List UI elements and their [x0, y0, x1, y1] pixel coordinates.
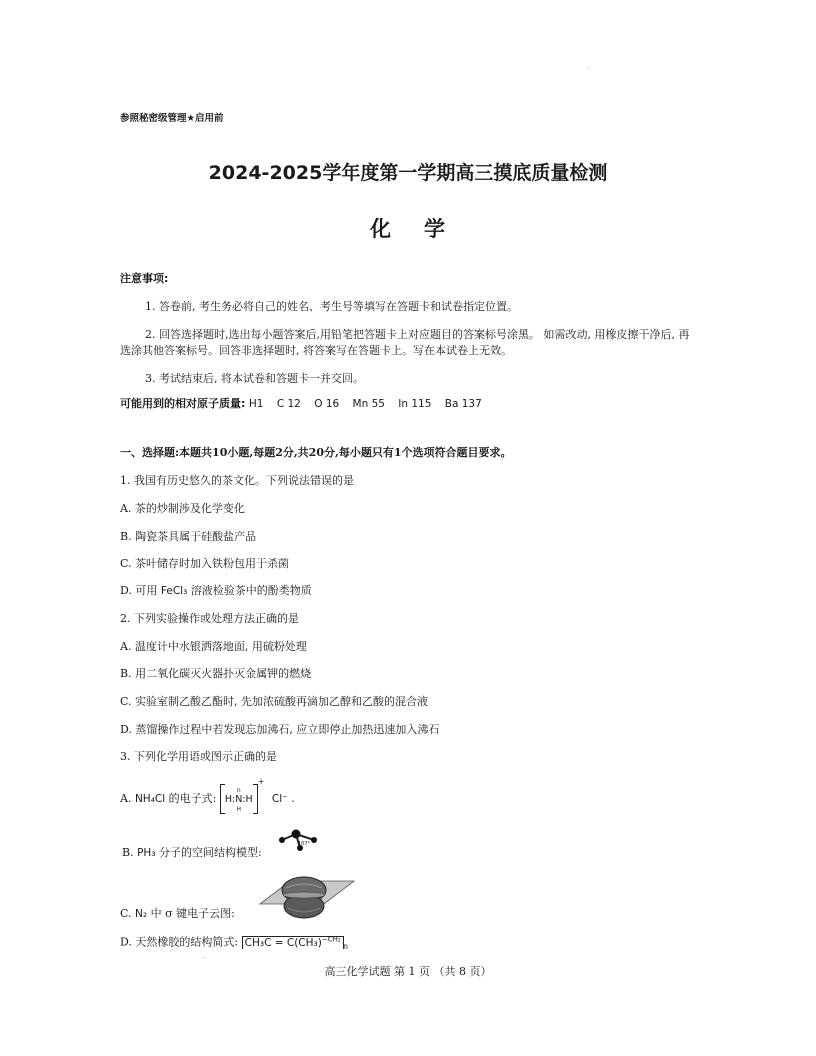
- question-1-stem: 1. 我国有历史悠久的茶文化。下列说法错误的是: [120, 474, 354, 487]
- atomic-masses: [120, 396, 482, 412]
- chloride-ion: Cl⁻: [271, 793, 288, 805]
- note-item: 1. 答卷前, 考生务必将自己的姓名、考生号等填写在答题卡和试卷指定位置。: [145, 300, 518, 313]
- notes-heading: 注意事项:: [120, 272, 169, 285]
- scan-speck: ·: [588, 66, 590, 73]
- question-2-option-d: D. 蒸馏操作过程中若发现忘加沸石, 应立即停止加热迅速加入沸石: [120, 723, 440, 736]
- dot-middle: H:N:H: [224, 793, 253, 805]
- bracket-right: [253, 784, 258, 814]
- confidentiality-label: 参照秘密级管理★启用前: [120, 113, 224, 124]
- option-label: D. 天然橡胶的结构简式:: [120, 935, 239, 949]
- electron-dot-structure: [225, 785, 253, 814]
- option-label: B.: [122, 846, 134, 859]
- option-label: C.: [120, 907, 132, 920]
- page-footer: 高三化学试题 第 1 页 （共 8 页）: [324, 965, 492, 978]
- polymer-subscript: n: [343, 942, 349, 951]
- chemical-formula: NH₄Cl: [134, 793, 166, 805]
- rubber-structure-formula: [242, 936, 344, 949]
- question-1-option-b: B. 陶瓷茶具属于硅酸盐产品: [120, 530, 257, 543]
- chemical-formula: PH₃: [137, 847, 156, 859]
- formula-main: CH₃C = C(CH₃): [244, 936, 322, 949]
- sigma-symbol: σ: [165, 907, 173, 920]
- option-text: 中: [150, 907, 162, 920]
- subject-char-1: 化: [370, 217, 392, 241]
- option-text: 的电子式:: [168, 792, 217, 805]
- atomic-masses-values: H1 C 12 O 16 Mn 55 In 115 Ba 137: [248, 398, 482, 410]
- question-3-option-c: [120, 906, 235, 922]
- question-1-option-a: A. 茶的炒制涉及化学变化: [120, 502, 245, 515]
- question-1-option-d: [120, 583, 312, 599]
- question-2-option-b: B. 用二氧化碳灭火器扑灭金属钾的燃烧: [120, 667, 312, 680]
- dot-bottom: H: [236, 805, 242, 813]
- question-3-option-d: [120, 931, 348, 955]
- subject-char-2: 学: [424, 217, 446, 241]
- option-label: A.: [120, 792, 132, 805]
- option-text: 溶液检验茶中的酚类物质: [190, 584, 312, 597]
- bond-angle-label: 107°: [298, 841, 311, 847]
- question-3-option-a: [120, 774, 295, 814]
- dot-top: n: [236, 786, 241, 794]
- exam-title: 2024-2025学年度第一学期高三摸底质量检测: [208, 162, 608, 184]
- ph3-ball-stick-model: [276, 826, 322, 854]
- option-text: 分子的空间结构模型:: [159, 846, 262, 859]
- subject-title: [0, 213, 816, 243]
- charge-sign: +: [257, 777, 265, 786]
- question-2-option-a: A. 温度计中水银洒落地面, 用硫粉处理: [120, 640, 307, 653]
- chemical-formula: N₂: [135, 908, 148, 920]
- question-2-option-c: C. 实验室制乙酸乙酯时, 先加浓硫酸再滴加乙醇和乙酸的混合液: [120, 695, 429, 708]
- option-text: 键电子云图:: [176, 907, 235, 920]
- formula-superscript: −CH₂: [321, 935, 341, 943]
- section-heading: 一、选择题:本题共10小题,每题2分,共20分,每小题只有1个选项符合题目要求。: [120, 446, 512, 459]
- chemical-formula: FeCl₃: [160, 585, 188, 597]
- option-label: D. 可用: [120, 584, 158, 597]
- scan-speck: ·: [204, 955, 206, 962]
- question-2-stem: 2. 下列实验操作或处理方法正确的是: [120, 612, 299, 625]
- note-item: 3. 考试结束后, 将本试卷和答题卡一并交回。: [145, 372, 364, 385]
- sigma-bond-electron-cloud: [246, 876, 356, 920]
- trailing-period: .: [291, 792, 295, 805]
- question-1-option-c: C. 茶叶储存时加入铁粉包用于杀菌: [120, 557, 290, 570]
- note-item: 2. 回答选择题时,选出每小题答案后,用铅笔把答题卡上对应题目的答案标号涂黑。 如需改动, 用橡皮擦干净后, 再选涂其他答案标号。回答非选择题时, 将答案写在答题卡上。写在本试卷上无效。: [120, 328, 690, 357]
- atomic-masses-label: 可能用到的相对原子质量:: [120, 397, 246, 410]
- question-3-option-b: [122, 845, 262, 861]
- question-3-stem: 3. 下列化学用语或图示正确的是: [120, 750, 277, 763]
